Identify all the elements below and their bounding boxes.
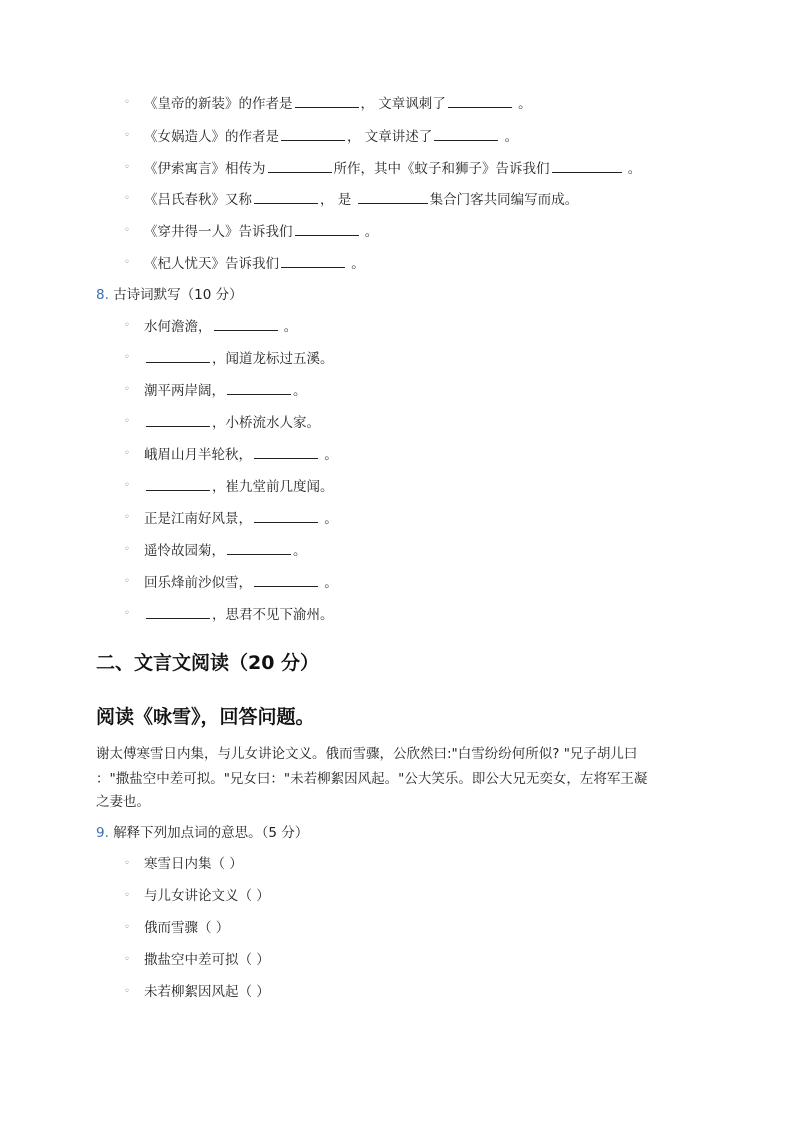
item-text: 。 — [364, 224, 379, 240]
poem-text: 回乐烽前沙似雪， — [144, 575, 252, 591]
question-number: 9. — [96, 825, 109, 841]
bullet-icon: ◦ — [124, 97, 130, 108]
poem-text: 水何澹澹， — [144, 319, 212, 335]
item-text: 。 — [627, 161, 642, 177]
item-text: 《伊索寓言》相传为 — [144, 161, 266, 177]
section-heading: 二、文言文阅读（20 分） — [96, 652, 320, 674]
poem-line — [144, 412, 320, 432]
bullet-icon: ◦ — [124, 130, 130, 141]
item-text: 《女娲造人》的作者是 — [144, 129, 279, 145]
bullet-icon: ◦ — [124, 922, 130, 933]
bullet-icon: ◦ — [124, 480, 130, 491]
list-item — [144, 253, 365, 273]
poem-line — [144, 316, 297, 336]
item-text: 集合门客共同编写而成。 — [429, 192, 579, 208]
bullet-icon: ◦ — [124, 416, 130, 427]
bullet-icon: ◦ — [124, 512, 130, 523]
poem-text: ，小桥流水人家。 — [212, 415, 320, 431]
answer-blank[interactable] — [214, 316, 278, 331]
bullet-icon: ◦ — [124, 257, 130, 268]
poem-text: 。 — [293, 543, 307, 559]
bullet-icon: ◦ — [124, 193, 130, 204]
item-text: 所作，其中《蚊子和狮子》告诉我们 — [333, 161, 550, 177]
item-text: 。 — [351, 256, 365, 272]
item-text: ， 文章讲述了 — [347, 129, 433, 145]
item-text: 《皇帝的新装》的作者是 — [144, 96, 293, 112]
bullet-icon: ◦ — [124, 858, 130, 869]
bullet-icon: ◦ — [124, 986, 130, 997]
answer-blank[interactable] — [254, 444, 318, 459]
bullet-icon: ◦ — [124, 544, 130, 555]
item-text: 《杞人忧天》告诉我们 — [144, 256, 279, 272]
word-item: 撒盐空中差可拟（ ） — [144, 952, 270, 968]
poem-line — [144, 380, 307, 400]
answer-blank[interactable] — [434, 126, 498, 141]
poem-text: 遥怜故园菊， — [144, 543, 225, 559]
poem-line — [144, 604, 334, 624]
poem-text: 。 — [324, 575, 338, 591]
question-title: 解释下列加点词的意思。（5 分） — [113, 825, 309, 841]
bullet-icon: ◦ — [124, 384, 130, 395]
item-text: 。 — [518, 96, 532, 112]
answer-blank[interactable] — [268, 158, 332, 173]
item-text: ， 文章讽刺了 — [360, 96, 446, 112]
answer-blank[interactable] — [227, 380, 291, 395]
poem-line — [144, 508, 338, 528]
answer-blank[interactable] — [281, 126, 345, 141]
item-text: 。 — [504, 129, 519, 145]
answer-blank[interactable] — [295, 93, 359, 108]
bullet-icon: ◦ — [124, 352, 130, 363]
poem-text: 。 — [324, 511, 338, 527]
question-number: 8. — [96, 287, 109, 303]
passage-line: ："撒盐空中差可拟。"兄女曰："未若柳絮因风起。"公大笑乐。即公大兄无奕女，左将军王凝 — [96, 771, 648, 787]
answer-blank[interactable] — [146, 412, 210, 427]
poem-text: ，思君不见下渝州。 — [212, 607, 334, 623]
poem-line — [144, 444, 338, 464]
bullet-icon: ◦ — [124, 890, 130, 901]
question-title: 古诗词默写（10 分） — [113, 287, 243, 303]
bullet-icon: ◦ — [124, 162, 130, 173]
poem-text: ，闻道龙标过五溪。 — [212, 351, 334, 367]
passage-line: 谢太傅寒雪日内集，与儿女讲论文义。俄而雪骤，公欣然曰:"白雪纷纷何所似? "兄子胡儿曰 — [96, 746, 638, 762]
poem-text: 。 — [324, 447, 338, 463]
answer-blank[interactable] — [146, 348, 210, 363]
answer-blank[interactable] — [358, 189, 428, 204]
bullet-icon: ◦ — [124, 954, 130, 965]
item-text: ， 是 — [320, 192, 352, 208]
answer-blank[interactable] — [448, 93, 512, 108]
answer-blank[interactable] — [254, 189, 318, 204]
reading-heading: 阅读《咏雪》，回答问题。 — [96, 706, 315, 728]
answer-blank[interactable] — [295, 221, 359, 236]
list-item — [144, 126, 518, 146]
poem-text: 正是江南好风景， — [144, 511, 252, 527]
word-item: 俄而雪骤（ ） — [144, 920, 230, 936]
poem-text: 。 — [293, 383, 307, 399]
poem-line — [144, 540, 307, 560]
list-item — [144, 221, 378, 241]
list-item — [144, 189, 578, 209]
word-item: 未若柳絮因风起（ ） — [144, 984, 270, 1000]
poem-text: 峨眉山月半轮秋， — [144, 447, 252, 463]
poem-line — [144, 348, 334, 368]
item-text: 《吕氏春秋》又称 — [144, 192, 252, 208]
answer-blank[interactable] — [552, 158, 622, 173]
item-text: 《穿井得一人》告诉我们 — [144, 224, 293, 240]
answer-blank[interactable] — [281, 253, 345, 268]
poem-text: 潮平两岸阔， — [144, 383, 225, 399]
passage-line: 之妻也。 — [96, 794, 150, 810]
poem-line — [144, 572, 338, 592]
bullet-icon: ◦ — [124, 576, 130, 587]
poem-line — [144, 476, 334, 496]
answer-blank[interactable] — [146, 604, 210, 619]
bullet-icon: ◦ — [124, 608, 130, 619]
question-9-heading — [96, 823, 308, 843]
answer-blank[interactable] — [254, 508, 318, 523]
question-8-heading — [96, 285, 243, 305]
poem-text: 。 — [283, 319, 298, 335]
bullet-icon: ◦ — [124, 320, 130, 331]
answer-blank[interactable] — [146, 476, 210, 491]
answer-blank[interactable] — [227, 540, 291, 555]
answer-blank[interactable] — [254, 572, 318, 587]
list-item — [144, 93, 532, 113]
bullet-icon: ◦ — [124, 225, 130, 236]
list-item — [144, 158, 641, 178]
poem-text: ，崔九堂前几度闻。 — [212, 479, 334, 495]
word-item: 寒雪日内集（ ） — [144, 856, 243, 872]
word-item: 与儿女讲论文义（ ） — [144, 888, 270, 904]
bullet-icon: ◦ — [124, 448, 130, 459]
